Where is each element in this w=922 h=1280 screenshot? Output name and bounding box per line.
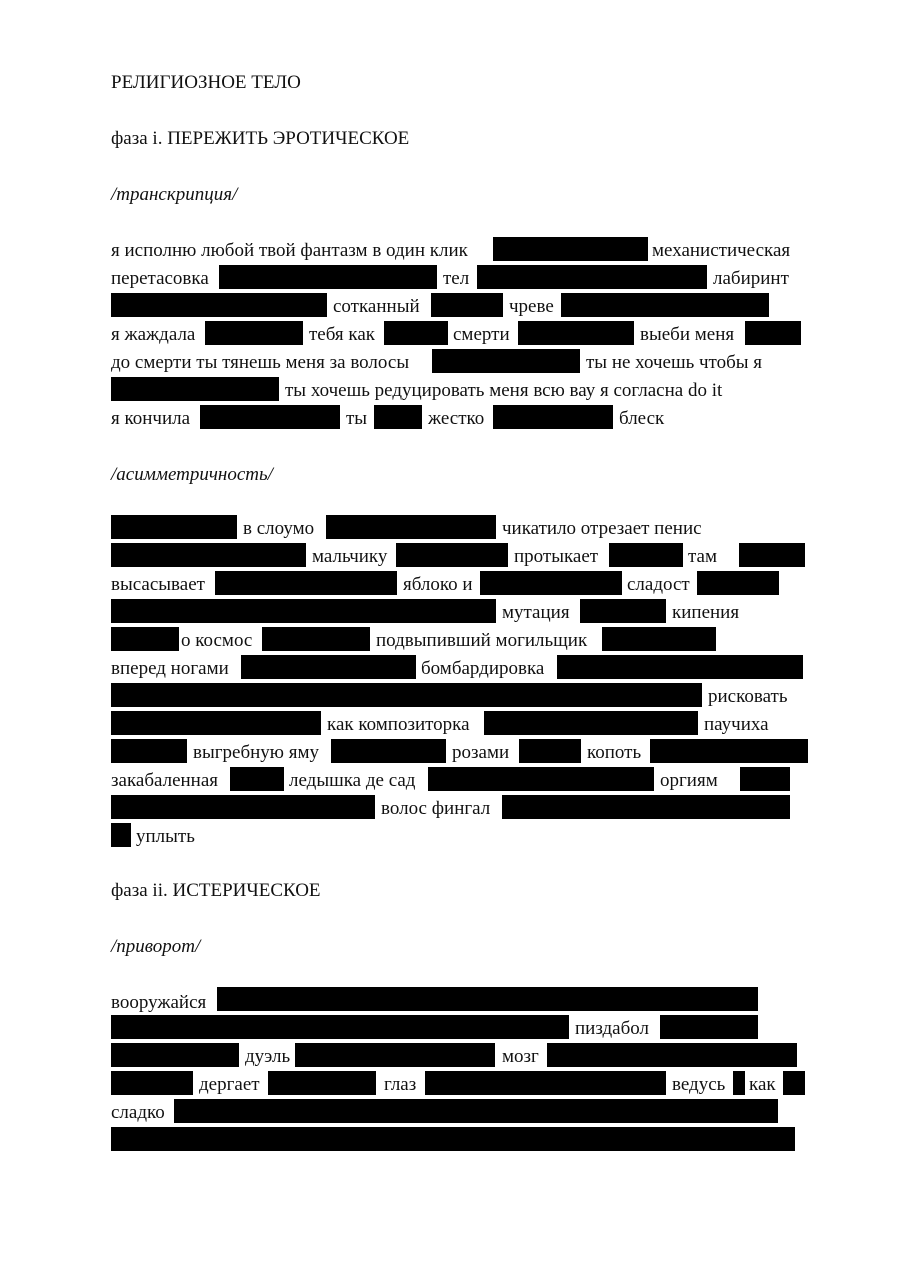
redaction-bar — [740, 767, 790, 791]
redaction-bar — [697, 571, 779, 595]
text-fragment: сладко — [111, 1102, 165, 1123]
redaction-bar — [331, 739, 446, 763]
redaction-bar — [111, 1015, 569, 1039]
redaction-bar — [111, 1071, 193, 1095]
redaction-bar — [733, 1071, 745, 1095]
text-fragment: выеби меня — [640, 324, 735, 345]
redaction-bar — [230, 767, 284, 791]
redaction-bar — [739, 543, 805, 567]
section-label-transcription: /транскрипция/ — [111, 184, 238, 205]
text-fragment: оргиям — [660, 770, 718, 791]
text-fragment: до смерти ты тянешь меня за волосы — [111, 352, 410, 373]
redaction-bar — [111, 515, 237, 539]
redaction-bar — [650, 739, 808, 763]
text-fragment: розами — [452, 742, 510, 763]
redaction-bar — [557, 655, 803, 679]
text-fragment: смерти — [453, 324, 510, 345]
redaction-bar — [561, 293, 769, 317]
redaction-bar — [295, 1043, 495, 1067]
text-fragment: я жаждала — [111, 324, 196, 345]
redaction-bar — [396, 543, 508, 567]
text-fragment: дуэль — [245, 1046, 291, 1067]
redaction-bar — [111, 543, 306, 567]
redaction-bar — [262, 627, 370, 651]
section-label-love-spell: /приворот/ — [111, 936, 201, 957]
redaction-bar — [384, 321, 448, 345]
text-fragment: копоть — [587, 742, 642, 763]
redaction-bar — [783, 1071, 805, 1095]
text-fragment: ты хочешь редуцировать меня всю вау я согласна do it — [285, 380, 723, 401]
document-title: РЕЛИГИОЗНОЕ ТЕЛО — [111, 72, 301, 93]
redaction-bar — [602, 627, 716, 651]
redaction-bar — [502, 795, 790, 819]
redaction-bar — [326, 515, 496, 539]
redaction-bar — [111, 739, 187, 763]
redaction-bar — [493, 405, 613, 429]
text-fragment: мутация — [502, 602, 570, 623]
text-fragment: ты не хочешь чтобы я — [586, 352, 763, 373]
text-fragment: лабиринт — [713, 268, 789, 289]
redaction-bar — [111, 377, 279, 401]
text-fragment: вооружайся — [111, 992, 207, 1013]
section-label-asymmetry: /асимметричность/ — [111, 464, 273, 485]
redaction-bar — [111, 627, 179, 651]
text-fragment: о космос — [181, 630, 253, 651]
redaction-bar — [200, 405, 340, 429]
redaction-bar — [547, 1043, 797, 1067]
text-fragment: я исполню любой твой фантазм в один клик — [111, 240, 468, 261]
text-fragment: там — [688, 546, 717, 567]
text-fragment: сладост — [627, 574, 690, 595]
text-fragment: протыкает — [514, 546, 599, 567]
redaction-bar — [518, 321, 634, 345]
text-fragment: ледышка де сад — [289, 770, 416, 791]
text-fragment: перетасовка — [111, 268, 209, 289]
redaction-bar — [215, 571, 397, 595]
text-fragment: в слоумо — [243, 518, 315, 539]
redaction-bar — [428, 767, 654, 791]
redaction-bar — [111, 711, 321, 735]
redaction-bar — [205, 321, 303, 345]
redaction-bar — [217, 987, 758, 1011]
text-fragment: тел — [443, 268, 470, 289]
redaction-bar — [431, 293, 503, 317]
redaction-bar — [580, 599, 666, 623]
text-fragment: ты — [346, 408, 368, 429]
redaction-bar — [480, 571, 622, 595]
redaction-bar — [519, 739, 581, 763]
redaction-bar — [111, 1127, 795, 1151]
redaction-bar — [425, 1071, 666, 1095]
phase-2-heading: фаза ii. ИСТЕРИЧЕСКОЕ — [111, 880, 321, 901]
text-fragment: как — [749, 1074, 776, 1095]
redaction-bar — [241, 655, 416, 679]
redaction-bar — [111, 599, 496, 623]
redaction-bar — [660, 1015, 758, 1039]
text-fragment: паучиха — [704, 714, 769, 735]
redaction-bar — [374, 405, 422, 429]
redaction-bar — [111, 293, 327, 317]
redaction-bar — [111, 1043, 239, 1067]
redaction-bar — [609, 543, 683, 567]
text-fragment: высасывает — [111, 574, 205, 595]
redaction-bar — [219, 265, 437, 289]
text-fragment: яблоко и — [403, 574, 473, 595]
redaction-bar — [111, 795, 375, 819]
text-fragment: глаз — [384, 1074, 417, 1095]
text-fragment: вперед ногами — [111, 658, 229, 679]
text-fragment: бомбардировка — [421, 658, 545, 679]
text-fragment: дергает — [199, 1074, 260, 1095]
text-fragment: волос фингал — [381, 798, 491, 819]
text-fragment: выгребную яму — [193, 742, 320, 763]
redaction-bar — [745, 321, 801, 345]
redaction-bar — [493, 237, 648, 261]
redaction-bar — [432, 349, 580, 373]
text-fragment: сотканный — [333, 296, 420, 317]
text-fragment: блеск — [619, 408, 665, 429]
text-fragment: рисковать — [708, 686, 788, 707]
redaction-bar — [268, 1071, 376, 1095]
phase-1-heading: фаза i. ПЕРЕЖИТЬ ЭРОТИЧЕСКОЕ — [111, 128, 410, 149]
text-fragment: ведусь — [672, 1074, 726, 1095]
text-fragment: чикатило отрезает пенис — [502, 518, 702, 539]
text-fragment: жестко — [428, 408, 485, 429]
redaction-bar — [111, 683, 702, 707]
text-fragment: подвыпивший могильщик — [376, 630, 588, 651]
text-fragment: я кончила — [111, 408, 191, 429]
text-fragment: мальчику — [312, 546, 388, 567]
redaction-bar — [111, 823, 131, 847]
text-fragment: механистическая — [652, 240, 791, 261]
redaction-bar — [484, 711, 698, 735]
text-fragment: тебя как — [309, 324, 376, 345]
text-fragment: закабаленная — [111, 770, 219, 791]
text-fragment: мозг — [502, 1046, 539, 1067]
text-fragment: кипения — [672, 602, 740, 623]
text-fragment: уплыть — [136, 826, 195, 847]
text-fragment: чреве — [509, 296, 554, 317]
text-fragment: как композиторка — [327, 714, 470, 735]
redaction-bar — [477, 265, 707, 289]
text-fragment: пиздабол — [575, 1018, 649, 1039]
redaction-bar — [174, 1099, 778, 1123]
